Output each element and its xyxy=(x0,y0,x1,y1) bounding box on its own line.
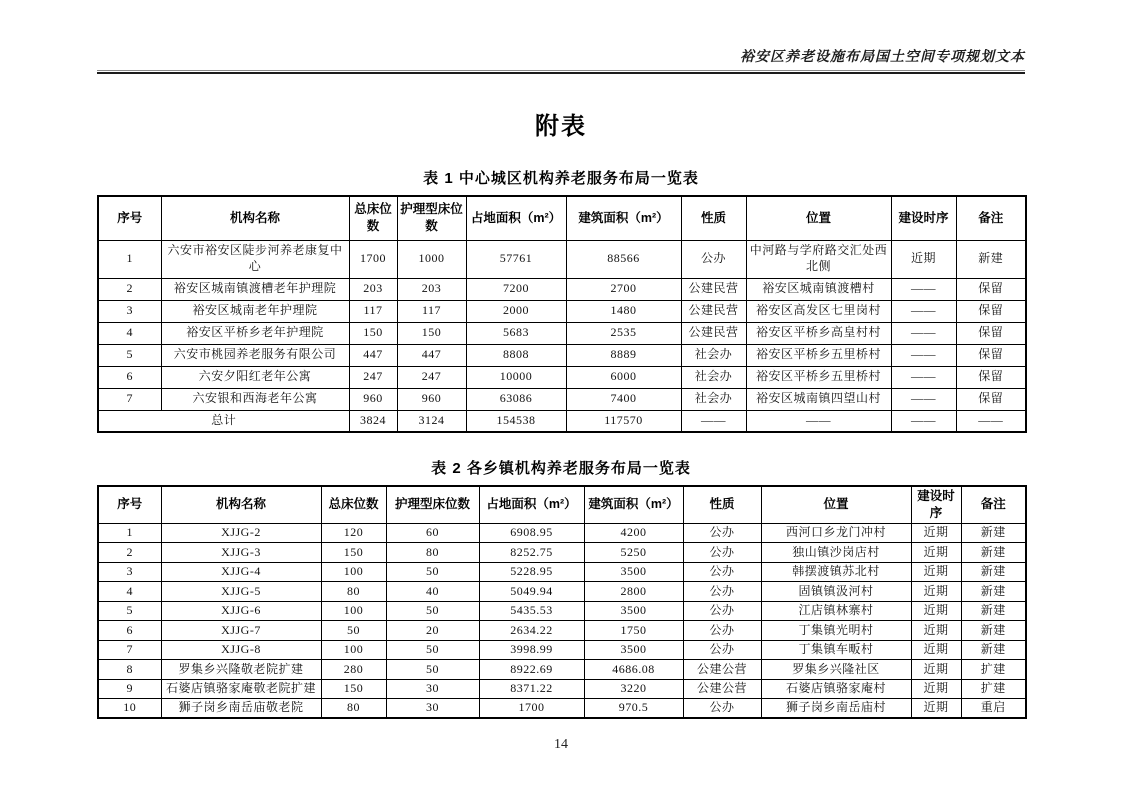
table-cell: 8889 xyxy=(566,344,681,366)
table-cell: 447 xyxy=(349,344,397,366)
page-title: 附表 xyxy=(535,113,587,140)
table-cell: 新建 xyxy=(961,562,1026,582)
table-row xyxy=(98,388,1026,410)
table-cell: 1000 xyxy=(397,240,466,278)
table-cell: 新建 xyxy=(961,543,1026,563)
table-cell: 9 xyxy=(98,679,161,699)
table-row xyxy=(98,240,1026,278)
table-cell: 韩摆渡镇苏北村 xyxy=(761,562,911,582)
table-row xyxy=(98,562,1026,582)
table-cell: 裕安区平桥乡五里桥村 xyxy=(746,366,891,388)
table-cell: 保留 xyxy=(956,278,1026,300)
table-row xyxy=(98,366,1026,388)
column-header: 建筑面积（m²） xyxy=(566,196,681,240)
table-cell: 203 xyxy=(349,278,397,300)
table-row xyxy=(98,278,1026,300)
table-cell: 固镇镇汲河村 xyxy=(761,582,911,602)
table-cell: 公办 xyxy=(683,621,761,641)
table-cell: 6 xyxy=(98,366,161,388)
table-1-body xyxy=(98,240,1026,432)
table-cell: 80 xyxy=(321,699,386,719)
table-cell: 4 xyxy=(98,322,161,344)
table-cell: 7200 xyxy=(466,278,566,300)
table-cell: —— xyxy=(891,344,956,366)
table-cell: 石婆店镇骆家庵敬老院扩建 xyxy=(161,679,321,699)
table-cell: 1 xyxy=(98,240,161,278)
table-cell: 100 xyxy=(321,601,386,621)
column-header: 位置 xyxy=(746,196,891,240)
table-cell: 公办 xyxy=(683,640,761,660)
table-cell: 公办 xyxy=(683,562,761,582)
table-cell: 3500 xyxy=(584,640,683,660)
table-cell: 公办 xyxy=(683,601,761,621)
running-header xyxy=(97,0,1025,74)
table-cell: 4686.08 xyxy=(584,660,683,680)
table-row xyxy=(98,523,1026,543)
table-cell: 40 xyxy=(386,582,479,602)
table-cell: 50 xyxy=(386,640,479,660)
table-cell: 裕安区城南镇四望山村 xyxy=(746,388,891,410)
table-cell: 社会办 xyxy=(681,366,746,388)
table-cell: 4200 xyxy=(584,523,683,543)
table-cell: 7 xyxy=(98,640,161,660)
table-cell: 57761 xyxy=(466,240,566,278)
table-cell: 7400 xyxy=(566,388,681,410)
column-header: 性质 xyxy=(681,196,746,240)
table-row xyxy=(98,344,1026,366)
table-cell: 5 xyxy=(98,344,161,366)
table-header-row xyxy=(98,196,1026,240)
table-cell: 近期 xyxy=(911,523,961,543)
table-cell: —— xyxy=(956,410,1026,432)
table-cell: 1700 xyxy=(479,699,584,719)
column-header: 建设时序 xyxy=(911,486,961,523)
column-header: 占地面积（m²） xyxy=(466,196,566,240)
table-cell: 7 xyxy=(98,388,161,410)
table-cell: 117 xyxy=(349,300,397,322)
table-cell: 8371.22 xyxy=(479,679,584,699)
table-cell: 3124 xyxy=(397,410,466,432)
table-cell: 447 xyxy=(397,344,466,366)
column-header: 建设时序 xyxy=(891,196,956,240)
table-row xyxy=(98,300,1026,322)
table-cell: XJJG-2 xyxy=(161,523,321,543)
table-cell: 公建民营 xyxy=(681,278,746,300)
table-1-caption: 表 1 中心城区机构养老服务布局一览表 xyxy=(423,170,699,187)
table-cell: 2000 xyxy=(466,300,566,322)
table-cell: 1 xyxy=(98,523,161,543)
table-cell: 3500 xyxy=(584,562,683,582)
column-header: 总床位数 xyxy=(349,196,397,240)
table-cell: 保留 xyxy=(956,388,1026,410)
table-row xyxy=(98,322,1026,344)
table-cell: 1480 xyxy=(566,300,681,322)
running-header-text: 裕安区养老设施布局国土空间专项规划文本 xyxy=(740,50,1025,65)
table-cell: 80 xyxy=(386,543,479,563)
table-cell: 6000 xyxy=(566,366,681,388)
table-cell: 近期 xyxy=(911,621,961,641)
table-cell: 六安市桃园养老服务有限公司 xyxy=(161,344,349,366)
table-cell: 狮子岗乡南岳庙村 xyxy=(761,699,911,719)
table-cell: 罗集乡兴隆敬老院扩建 xyxy=(161,660,321,680)
table-cell: 近期 xyxy=(911,699,961,719)
table-cell: 重启 xyxy=(961,699,1026,719)
table-cell: 3998.99 xyxy=(479,640,584,660)
table-cell: 30 xyxy=(386,679,479,699)
table-cell: 公办 xyxy=(681,240,746,278)
table-cell: 5049.94 xyxy=(479,582,584,602)
table-cell: XJJG-5 xyxy=(161,582,321,602)
table-cell: XJJG-7 xyxy=(161,621,321,641)
table-cell: 独山镇沙岗店村 xyxy=(761,543,911,563)
column-header: 序号 xyxy=(98,196,161,240)
table-cell: 公办 xyxy=(683,543,761,563)
table-cell: 960 xyxy=(349,388,397,410)
table-cell: 保留 xyxy=(956,322,1026,344)
table-cell: 近期 xyxy=(911,601,961,621)
table-cell: 100 xyxy=(321,640,386,660)
table-cell: —— xyxy=(891,366,956,388)
table-cell: —— xyxy=(891,410,956,432)
table-cell: 1750 xyxy=(584,621,683,641)
table-cell: 5228.95 xyxy=(479,562,584,582)
table-cell: 西河口乡龙门冲村 xyxy=(761,523,911,543)
column-header: 位置 xyxy=(761,486,911,523)
table-cell: 8808 xyxy=(466,344,566,366)
table-row xyxy=(98,582,1026,602)
table-cell: 100 xyxy=(321,562,386,582)
table-cell: 保留 xyxy=(956,344,1026,366)
column-header: 建筑面积（m²） xyxy=(584,486,683,523)
table-cell: 50 xyxy=(386,660,479,680)
table-cell: 裕安区高发区七里岗村 xyxy=(746,300,891,322)
table-header-row xyxy=(98,486,1026,523)
table-cell: 裕安区城南老年护理院 xyxy=(161,300,349,322)
table-cell: 2 xyxy=(98,278,161,300)
table-1-head xyxy=(98,196,1026,240)
table-cell: 公建公营 xyxy=(683,660,761,680)
table-row xyxy=(98,660,1026,680)
table-cell: 3 xyxy=(98,300,161,322)
table-2-head xyxy=(98,486,1026,523)
table-cell: —— xyxy=(746,410,891,432)
table-row xyxy=(98,679,1026,699)
table-cell: 247 xyxy=(349,366,397,388)
table-cell: 裕安区平桥乡高皇村村 xyxy=(746,322,891,344)
table-cell: 裕安区城南镇渡槽村 xyxy=(746,278,891,300)
table-cell: 6908.95 xyxy=(479,523,584,543)
table-cell: 5250 xyxy=(584,543,683,563)
table-cell: 150 xyxy=(321,679,386,699)
table-row xyxy=(98,699,1026,719)
table-cell: 公办 xyxy=(683,582,761,602)
column-header: 序号 xyxy=(98,486,161,523)
table-cell: XJJG-6 xyxy=(161,601,321,621)
column-header: 备注 xyxy=(961,486,1026,523)
table-cell: 公建民营 xyxy=(681,322,746,344)
table-cell: 6 xyxy=(98,621,161,641)
table-cell: 新建 xyxy=(961,621,1026,641)
column-header: 机构名称 xyxy=(161,196,349,240)
column-header: 备注 xyxy=(956,196,1026,240)
table-2 xyxy=(97,485,1027,719)
column-header: 性质 xyxy=(683,486,761,523)
table-cell: 10000 xyxy=(466,366,566,388)
table-cell: 新建 xyxy=(961,640,1026,660)
table-cell: 150 xyxy=(321,543,386,563)
table-cell: 近期 xyxy=(911,640,961,660)
table-cell: 总计 xyxy=(98,410,349,432)
table-cell: 近期 xyxy=(911,660,961,680)
table-cell: 247 xyxy=(397,366,466,388)
table-cell: 8252.75 xyxy=(479,543,584,563)
table-cell: 50 xyxy=(321,621,386,641)
table-cell: 50 xyxy=(386,601,479,621)
table-cell: 新建 xyxy=(961,582,1026,602)
table-cell: 公办 xyxy=(683,699,761,719)
table-row xyxy=(98,621,1026,641)
table-cell: 30 xyxy=(386,699,479,719)
table-cell: 960 xyxy=(397,388,466,410)
table-cell: 裕安区平桥乡五里桥村 xyxy=(746,344,891,366)
table-cell: 狮子岗乡南岳庙敬老院 xyxy=(161,699,321,719)
table-cell: 2800 xyxy=(584,582,683,602)
table-cell: 社会办 xyxy=(681,388,746,410)
table-cell: 5683 xyxy=(466,322,566,344)
table-cell: 近期 xyxy=(891,240,956,278)
table-cell: 2535 xyxy=(566,322,681,344)
column-header: 总床位数 xyxy=(321,486,386,523)
table-row xyxy=(98,410,1026,432)
column-header: 护理型床位数 xyxy=(397,196,466,240)
table-2-body xyxy=(98,523,1026,718)
table-cell: 50 xyxy=(386,562,479,582)
table-cell: XJJG-8 xyxy=(161,640,321,660)
table-cell: 2634.22 xyxy=(479,621,584,641)
table-cell: 六安市裕安区陡步河养老康复中心 xyxy=(161,240,349,278)
table-cell: 罗集乡兴隆社区 xyxy=(761,660,911,680)
table-cell: 120 xyxy=(321,523,386,543)
table-cell: 970.5 xyxy=(584,699,683,719)
table-cell: XJJG-4 xyxy=(161,562,321,582)
table-cell: 88566 xyxy=(566,240,681,278)
table-row xyxy=(98,601,1026,621)
table-cell: —— xyxy=(891,300,956,322)
table-cell: 150 xyxy=(397,322,466,344)
table-cell: 203 xyxy=(397,278,466,300)
table-cell: 六安夕阳红老年公寓 xyxy=(161,366,349,388)
table-cell: 117 xyxy=(397,300,466,322)
table-cell: 280 xyxy=(321,660,386,680)
page-number: 14 xyxy=(554,737,568,753)
table-cell: 3 xyxy=(98,562,161,582)
column-header: 护理型床位数 xyxy=(386,486,479,523)
table-cell: —— xyxy=(891,278,956,300)
table-cell: XJJG-3 xyxy=(161,543,321,563)
table-cell: 近期 xyxy=(911,543,961,563)
table-cell: 20 xyxy=(386,621,479,641)
table-cell: 公办 xyxy=(683,523,761,543)
table-2-caption: 表 2 各乡镇机构养老服务布局一览表 xyxy=(431,460,691,477)
table-cell: 石婆店镇骆家庵村 xyxy=(761,679,911,699)
table-cell: 3220 xyxy=(584,679,683,699)
table-cell: 5435.53 xyxy=(479,601,584,621)
header-rule xyxy=(97,70,1025,74)
table-cell: 江店镇林寨村 xyxy=(761,601,911,621)
table-cell: 新建 xyxy=(956,240,1026,278)
table-cell: —— xyxy=(681,410,746,432)
table-row xyxy=(98,543,1026,563)
column-header: 占地面积（m²） xyxy=(479,486,584,523)
table-cell: 保留 xyxy=(956,300,1026,322)
table-cell: —— xyxy=(891,388,956,410)
table-cell: 4 xyxy=(98,582,161,602)
table-cell: 公建民营 xyxy=(681,300,746,322)
table-cell: 裕安区平桥乡老年护理院 xyxy=(161,322,349,344)
table-cell: 63086 xyxy=(466,388,566,410)
table-cell: 3500 xyxy=(584,601,683,621)
table-cell: 117570 xyxy=(566,410,681,432)
table-cell: 2700 xyxy=(566,278,681,300)
table-cell: 丁集镇光明村 xyxy=(761,621,911,641)
table-cell: 3824 xyxy=(349,410,397,432)
table-cell: 8 xyxy=(98,660,161,680)
table-cell: 六安银和西海老年公寓 xyxy=(161,388,349,410)
table-cell: 中河路与学府路交汇处西北侧 xyxy=(746,240,891,278)
table-cell: 154538 xyxy=(466,410,566,432)
table-cell: 近期 xyxy=(911,582,961,602)
table-cell: 公建公营 xyxy=(683,679,761,699)
table-cell: 保留 xyxy=(956,366,1026,388)
table-cell: 扩建 xyxy=(961,679,1026,699)
table-row xyxy=(98,640,1026,660)
table-cell: 150 xyxy=(349,322,397,344)
table-cell: 8922.69 xyxy=(479,660,584,680)
table-cell: 社会办 xyxy=(681,344,746,366)
table-cell: 新建 xyxy=(961,523,1026,543)
table-cell: —— xyxy=(891,322,956,344)
table-cell: 近期 xyxy=(911,679,961,699)
table-cell: 2 xyxy=(98,543,161,563)
table-cell: 1700 xyxy=(349,240,397,278)
table-1 xyxy=(97,195,1027,433)
table-cell: 60 xyxy=(386,523,479,543)
table-cell: 丁集镇车畈村 xyxy=(761,640,911,660)
table-cell: 10 xyxy=(98,699,161,719)
table-cell: 裕安区城南镇渡槽老年护理院 xyxy=(161,278,349,300)
table-cell: 80 xyxy=(321,582,386,602)
column-header: 机构名称 xyxy=(161,486,321,523)
table-cell: 5 xyxy=(98,601,161,621)
table-cell: 近期 xyxy=(911,562,961,582)
table-cell: 扩建 xyxy=(961,660,1026,680)
table-cell: 新建 xyxy=(961,601,1026,621)
